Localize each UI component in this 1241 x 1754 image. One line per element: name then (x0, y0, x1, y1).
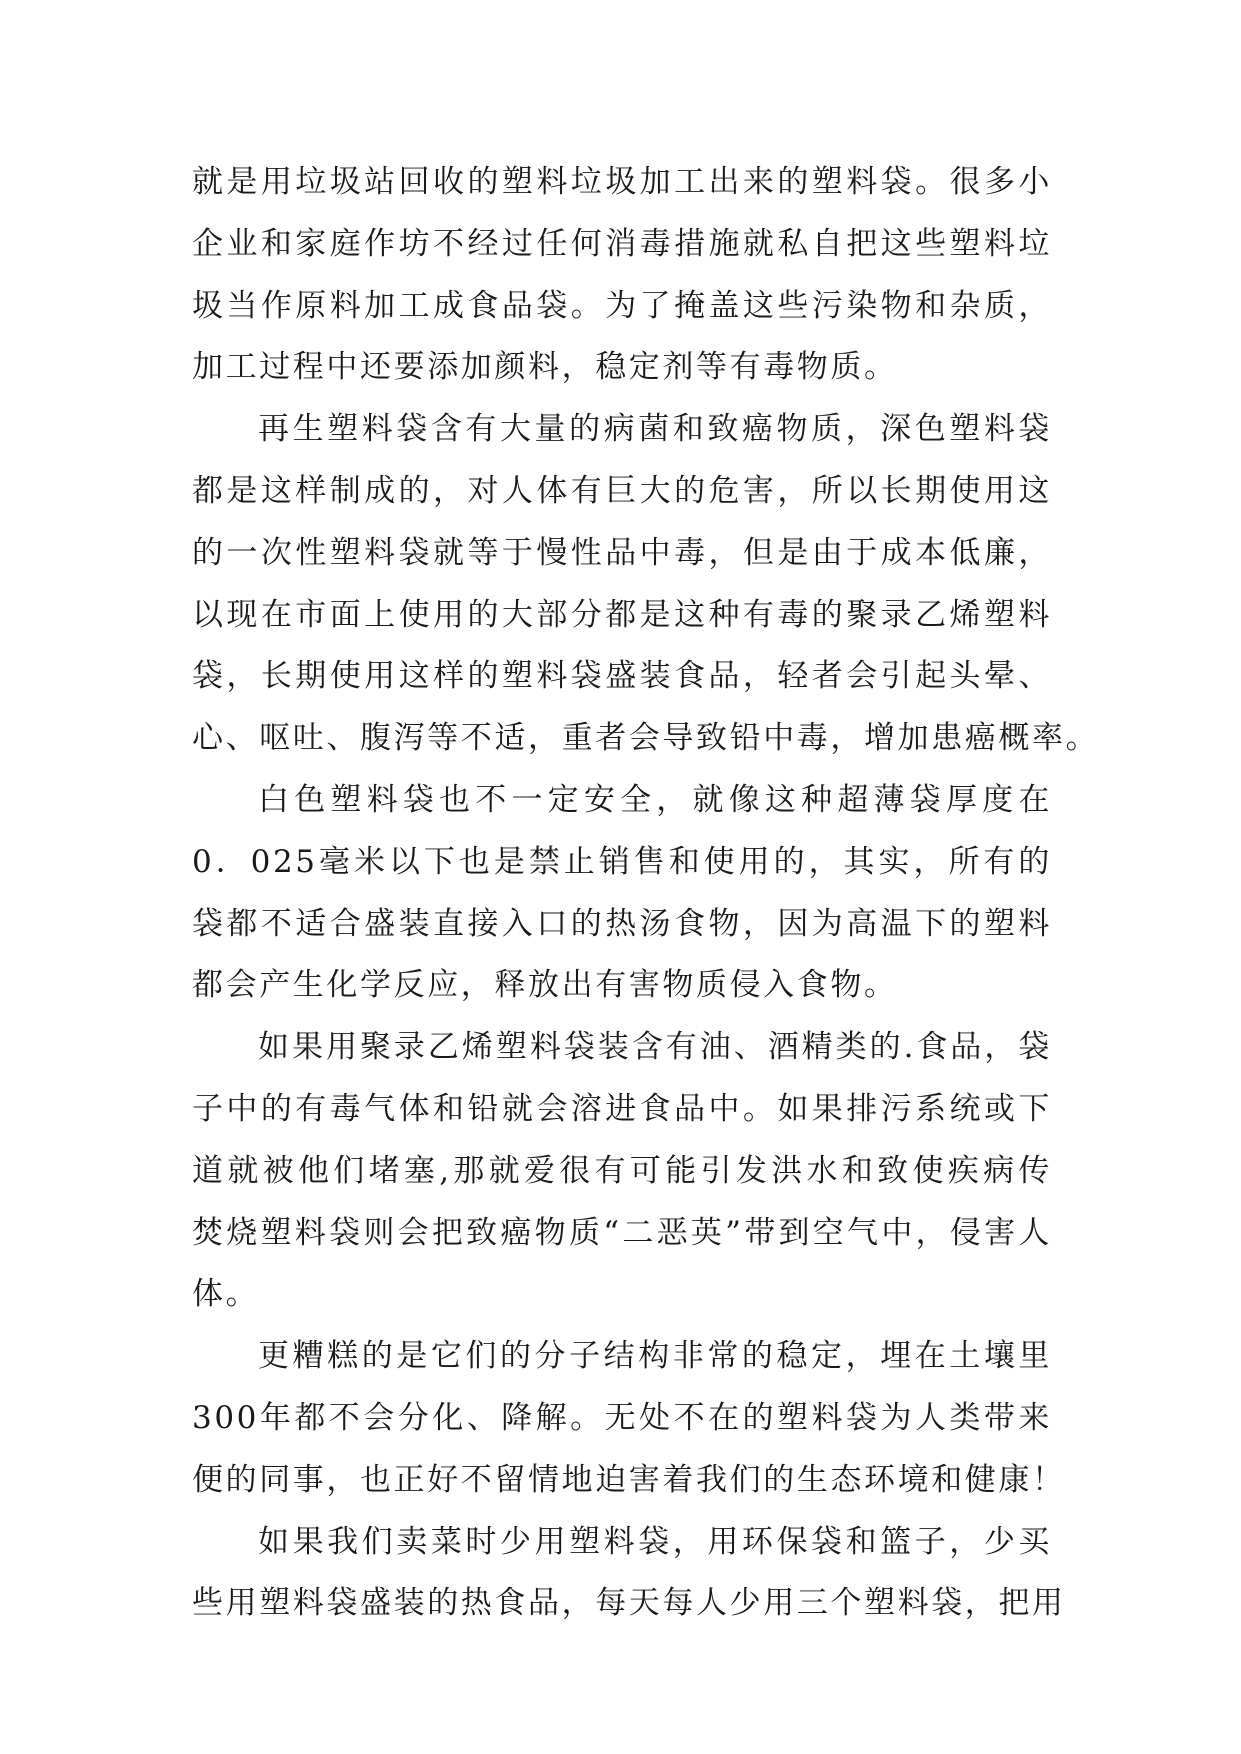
paragraph-line: 企业和家庭作坊不经过任何消毒措施就私自把这些塑料垃 (192, 225, 1052, 262)
paragraph-line: 些用塑料袋盛装的热食品，每天每人少用三个塑料袋，把用 (192, 1585, 1066, 1622)
paragraph (192, 1512, 1066, 1636)
paragraph-line: 300年都不会分化、降解。无处不在的塑料袋为人类带来 (192, 1399, 1052, 1436)
paragraph (192, 770, 1052, 1017)
paragraph-line: 心、呕吐、腹泻等不适，重者会导致铅中毒，增加患癌概率。 (192, 720, 1100, 757)
paragraph-line: 道就被他们堵塞,那就爱很有可能引发洪水和致使疾病传 (192, 1152, 1052, 1189)
paragraph-line: 袋都不适合盛装直接入口的热汤食物，因为高温下的塑料 (192, 905, 1052, 942)
paragraph-line: 便的同事，也正好不留情地迫害着我们的生态环境和健康！ (192, 1461, 1066, 1498)
paragraph-line: 焚烧塑料袋则会把致癌物质“二恶英”带到空气中，侵害人 (192, 1214, 1052, 1251)
paragraph-line: 都会产生化学反应，释放出有害物质侵入食物。 (192, 967, 898, 1004)
paragraph-line: 0．025毫米以下也是禁止销售和使用的，其实，所有的 (192, 843, 1052, 880)
paragraph-line: 更糟糕的是它们的分子结构非常的稳定，埋在土壤里 (258, 1338, 1052, 1375)
paragraph-line: 以现在市面上使用的大部分都是这种有毒的聚录乙烯塑料 (192, 596, 1052, 633)
paragraph-line: 加工过程中还要添加颜料，稳定剂等有毒物质。 (192, 349, 898, 386)
paragraph-line: 圾当作原料加工成食品袋。为了掩盖这些污染物和杂质， (192, 287, 1052, 324)
paragraph (192, 152, 1052, 399)
paragraph-line: 子中的有毒气体和铅就会溶进食品中。如果排污系统或下 (192, 1090, 1052, 1127)
paragraph-line: 如果用聚录乙烯塑料袋装含有油、酒精类的.食品，袋 (258, 1029, 1052, 1066)
paragraph (192, 1017, 1052, 1326)
paragraph-line: 体。 (192, 1276, 260, 1313)
paragraph-line: 白色塑料袋也不一定安全，就像这种超薄袋厚度在 (258, 781, 1052, 818)
document-body (192, 152, 1100, 1635)
paragraph-line: 如果我们卖菜时少用塑料袋，用环保袋和篮子，少买 (258, 1523, 1052, 1560)
paragraph (192, 1326, 1066, 1511)
paragraph-line: 袋，长期使用这样的塑料袋盛装食品，轻者会引起头晕、 (192, 658, 1052, 695)
paragraph-line: 的一次性塑料袋就等于慢性品中毒，但是由于成本低廉， (192, 534, 1052, 571)
paragraph-line: 都是这样制成的，对人体有巨大的危害，所以长期使用这 (192, 472, 1052, 509)
paragraph (192, 399, 1100, 770)
paragraph-line: 就是用垃圾站回收的塑料垃圾加工出来的塑料袋。很多小 (192, 164, 1052, 200)
paragraph-line: 再生塑料袋含有大量的病菌和致癌物质，深色塑料袋 (258, 411, 1052, 448)
